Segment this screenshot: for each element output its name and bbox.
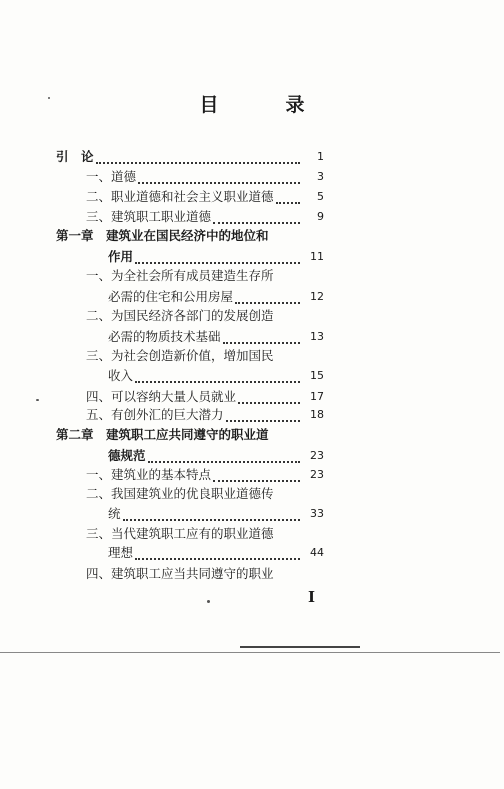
toc-entry <box>86 564 324 584</box>
toc-entry <box>108 504 324 524</box>
toc-page-number: 17 <box>310 390 324 403</box>
toc-entry-label: 四、可以容纳大量人员就业 <box>86 389 237 404</box>
toc-entry <box>86 346 324 366</box>
toc-entry <box>86 405 324 425</box>
toc-leader-dots <box>123 519 300 521</box>
toc-entry-label: 必需的物质技术基础 <box>108 329 221 344</box>
toc-entry-label: 第二章 建筑职工应共同遵守的职业道 <box>56 427 269 442</box>
toc-entry-label: 五、有创外汇的巨大潜力 <box>86 407 224 422</box>
toc-leader-dots <box>135 262 300 264</box>
toc-entry-label: 三、当代建筑职工应有的职业道德 <box>86 526 274 541</box>
toc-leader-dots <box>276 202 300 204</box>
toc-entry <box>86 167 324 187</box>
toc-entry <box>56 425 324 445</box>
toc-entry-label: 收入 <box>108 368 134 383</box>
toc-entry-label: 二、我国建筑业的优良职业道德传 <box>86 486 274 501</box>
toc-entry-label: 必需的住宅和公用房屋 <box>108 289 234 304</box>
toc-entry <box>86 524 324 544</box>
page-title: 目 录 <box>199 94 329 116</box>
toc-leader-dots <box>96 162 300 164</box>
toc-page-number: 9 <box>317 210 324 223</box>
toc-entry-label: 引 论 <box>56 149 94 164</box>
toc-leader-dots <box>223 342 300 344</box>
toc-entry-label: 二、为国民经济各部门的发展创造 <box>86 308 274 323</box>
toc-entry-label: 作用 <box>108 249 134 264</box>
toc-page-number: 3 <box>317 170 324 183</box>
toc-entry <box>86 266 324 286</box>
toc-entry-label: 一、建筑业的基本特点 <box>86 467 212 482</box>
toc-page-number: 15 <box>310 369 324 382</box>
toc-page-number: 11 <box>310 250 324 263</box>
toc-entry <box>108 446 324 466</box>
toc-leader-dots <box>213 480 300 482</box>
toc-page-number: 13 <box>310 330 324 343</box>
toc-page-number: 5 <box>317 190 324 203</box>
toc-entry-label: 三、为社会创造新价值，增加国民 <box>86 348 274 363</box>
toc-entry-label: 四、建筑职工应当共同遵守的职业 <box>86 566 274 581</box>
toc-entry <box>108 327 324 347</box>
toc-leader-dots <box>148 461 300 463</box>
scan-edge-line <box>240 646 360 648</box>
toc-page-number: 12 <box>310 290 324 303</box>
toc-leader-dots <box>235 302 300 304</box>
toc-entry-label: 理想 <box>108 545 134 560</box>
toc-entry <box>56 226 324 246</box>
toc-entry-label: 三、建筑职工职业道德 <box>86 209 212 224</box>
toc-entry-label: 德规范 <box>108 448 146 463</box>
scan-speck <box>36 399 39 401</box>
toc-entry <box>86 207 324 227</box>
toc-entry <box>108 287 324 307</box>
toc-page-number: 44 <box>310 546 324 559</box>
toc-page-number: 1 <box>317 150 324 163</box>
toc-entry <box>86 484 324 504</box>
toc-leader-dots <box>226 420 300 422</box>
scan-speck <box>48 97 50 99</box>
toc-page-number: 23 <box>310 468 324 481</box>
toc-entry <box>56 147 324 167</box>
toc-entry <box>108 247 324 267</box>
toc-entry-label: 统 <box>108 506 121 521</box>
scan-speck <box>207 600 210 603</box>
toc-entry <box>86 187 324 207</box>
toc-entry <box>86 306 324 326</box>
toc-entry-label: 二、职业道德和社会主义职业道德 <box>86 189 274 204</box>
toc-leader-dots <box>238 402 300 404</box>
scan-edge-line <box>0 652 500 653</box>
toc-leader-dots <box>135 381 300 383</box>
toc-entry <box>108 543 324 563</box>
page-folio: I <box>308 588 316 606</box>
toc-page-number: 33 <box>310 507 324 520</box>
toc-leader-dots <box>135 558 300 560</box>
toc-leader-dots <box>138 182 300 184</box>
toc-entry-label: 第一章 建筑业在国民经济中的地位和 <box>56 228 269 243</box>
toc-page-number: 23 <box>310 449 324 462</box>
toc-entry-label: 一、为全社会所有成员建造生存所 <box>86 268 274 283</box>
toc-page-number: 18 <box>310 408 324 421</box>
toc-entry <box>86 465 324 485</box>
toc-entry <box>86 387 324 407</box>
toc-leader-dots <box>213 222 300 224</box>
toc-entry-label: 一、道德 <box>86 169 137 184</box>
toc-entry <box>108 366 324 386</box>
